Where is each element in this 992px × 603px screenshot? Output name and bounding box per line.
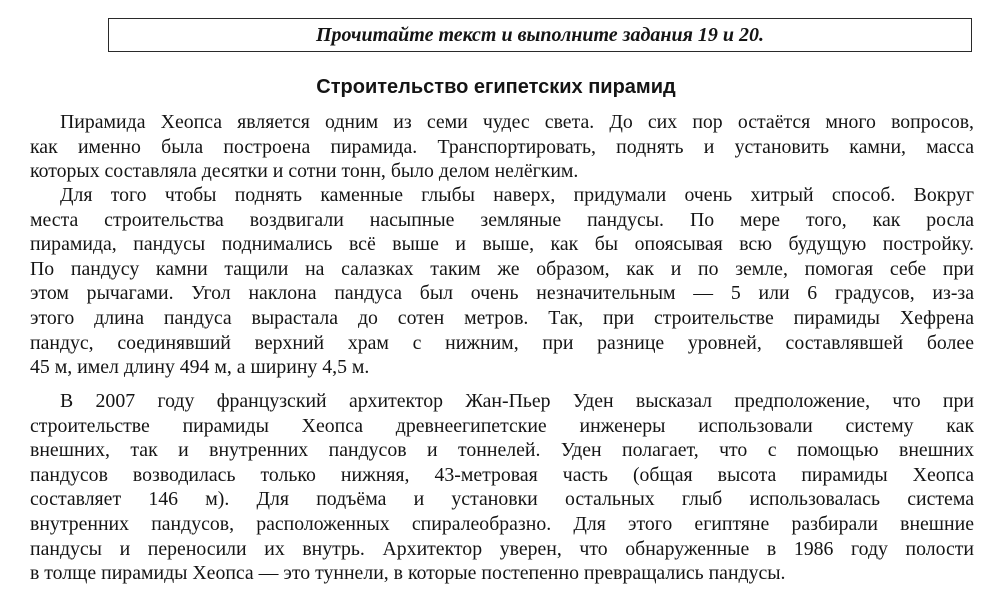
- paragraph-line: места строительства воздвигали насыпные земляные пандусы. По мере того, как росла: [30, 208, 974, 231]
- article-title: Строительство египетских пирамид: [316, 76, 676, 98]
- paragraph-3: [30, 389, 974, 586]
- paragraph-line: пандус, соединявший верхний храм с нижним, при разнице уровней, составлявшей более: [30, 331, 974, 354]
- paragraph-line: этом рычагами. Угол наклона пандуса был очень незначительным — 5 или 6 градусов, из-за: [30, 282, 974, 305]
- paragraph-line: Для того чтобы поднять каменные глыбы наверх, придумали очень хитрый способ. Вокруг: [60, 184, 974, 206]
- paragraph-line: внутренних пандусов, расположенных спиралеобразно. Для этого египтяне разбирали внешние: [30, 512, 974, 535]
- paragraph-line: в толще пирамиды Хеопса — это туннели, в которые постепенно превращались пандусы.: [30, 562, 786, 585]
- paragraph-line: как именно была построена пирамида. Транспортировать, поднять и установить камни, масса: [30, 135, 974, 158]
- task-instruction-text: Прочитайте текст и выполните задания 19 и 20.: [315, 23, 765, 46]
- paragraph-line: строительстве пирамиды Хеопса древнеегипетские инженеры использовали систему как: [30, 414, 974, 437]
- paragraph-line: пандусы и переносили их внутрь. Архитектор уверен, что обнаруженные в 1986 году полости: [30, 537, 974, 560]
- paragraph-1: [30, 110, 974, 184]
- paragraph-line: По пандусу камни тащили на салазках таким же образом, как и по земле, помогая себе при: [30, 257, 974, 280]
- paragraph-line: пандусов возводилась только нижняя, 43-метровая часть (общая высота пирамиды Хеопса: [30, 463, 974, 486]
- paragraph-2: [30, 183, 974, 380]
- paragraph-line: пирамида, пандусы поднимались всё выше и выше, как бы опоясывая всю будущую постройку.: [30, 233, 974, 256]
- paragraph-line: 45 м, имел длину 494 м, а ширину 4,5 м.: [30, 356, 370, 379]
- paragraph-line: которых составляла десятки и сотни тонн, было делом нелёгким.: [30, 160, 579, 183]
- paragraph-line: внешних, так и внутренних пандусов и тоннелей. Уден полагает, что с помощью внешних: [30, 439, 974, 462]
- paragraph-line: В 2007 году французский архитектор Жан-Пьер Уден высказал предположение, что при: [60, 390, 974, 412]
- paragraph-line: Пирамида Хеопса является одним из семи чудес света. До сих пор остаётся много вопросов,: [60, 111, 974, 133]
- task-instruction-box: [108, 18, 972, 52]
- paragraph-line: составляет 146 м). Для подъёма и установки остальных глыб использовалась система: [30, 488, 974, 511]
- paragraph-line: этого длина пандуса вырастала до сотен метров. Так, при строительстве пирамиды Хефрена: [30, 306, 974, 329]
